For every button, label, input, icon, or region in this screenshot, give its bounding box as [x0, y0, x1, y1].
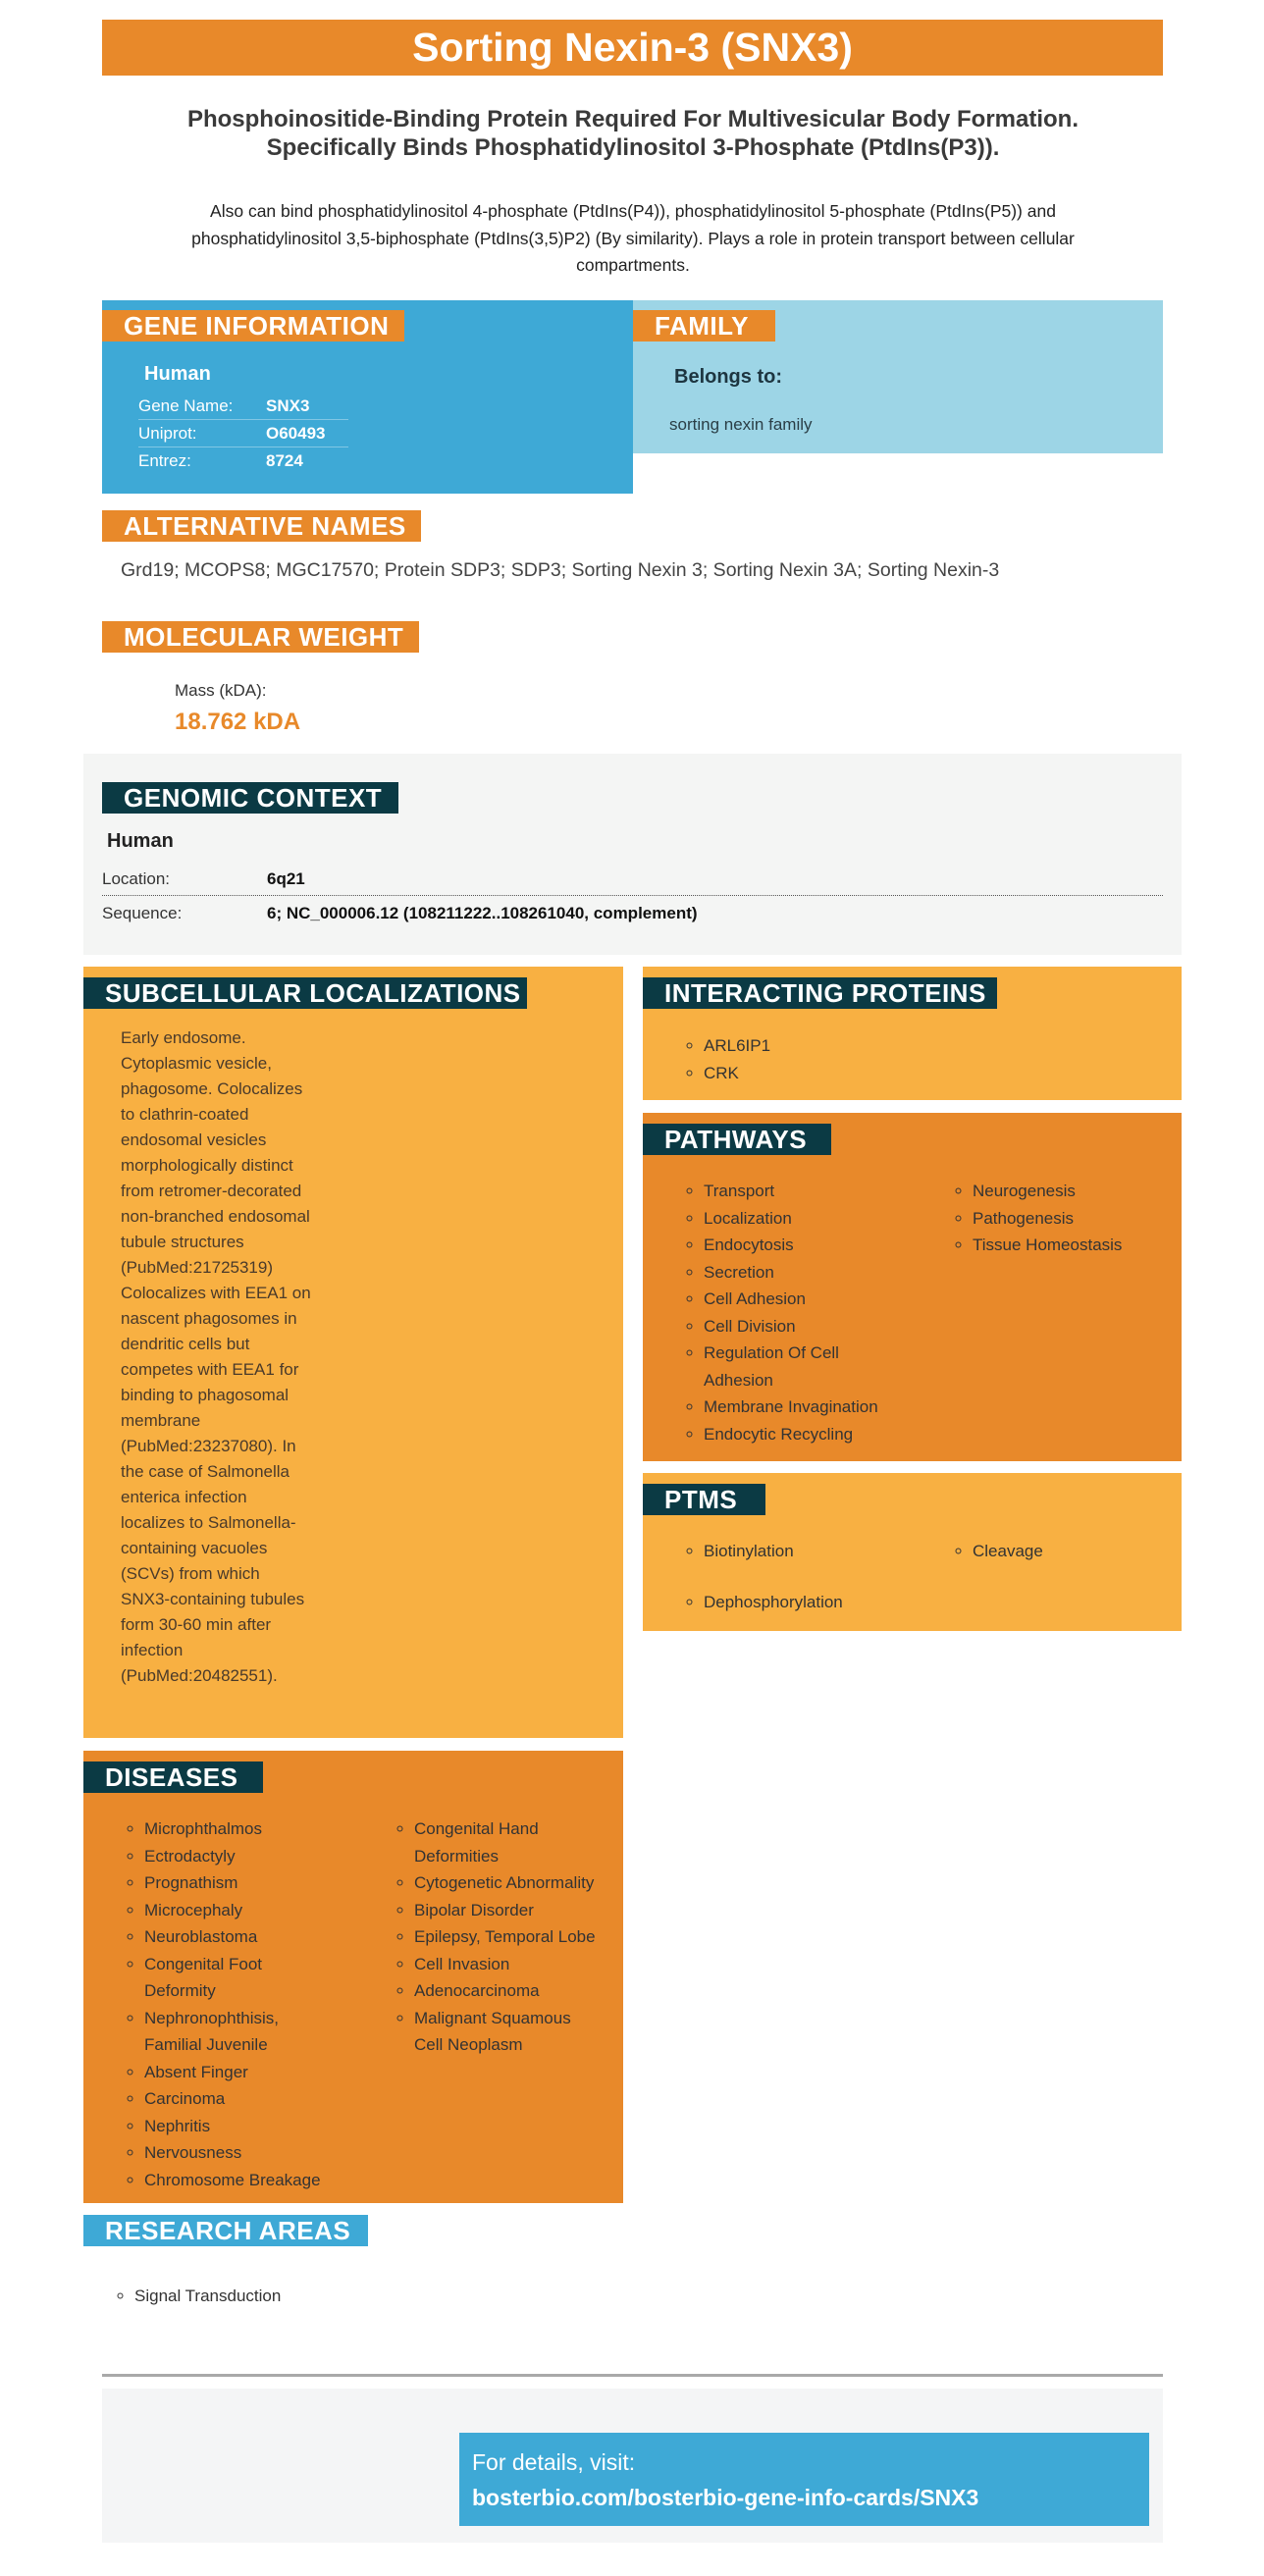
disease-item: ◦ Congenital Foot Deformity [144, 1951, 291, 2005]
pathways-list-2 [951, 1178, 1167, 1259]
pathway-item: ◦ Neurogenesis [973, 1178, 1167, 1205]
subcellular-line: from retromer-decorated [121, 1182, 302, 1200]
subcellular-line: (SCVs) from which [121, 1564, 260, 1583]
disease-item: ◦ Carcinoma [144, 2085, 358, 2113]
alt-names-text: Grd19; MCOPS8; MGC17570; Protein SDP3; SDP3; Sorting Nexin 3; Sorting Nexin 3A; Sorting Nexin-3 [121, 559, 1000, 581]
subcellular-header: SUBCELLULAR LOCALIZATIONS [83, 977, 527, 1009]
family-header: FAMILY [633, 310, 775, 342]
interacting-header: INTERACTING PROTEINS [643, 977, 997, 1009]
subcellular-line: binding to phagosomal [121, 1386, 290, 1404]
subcellular-line: to clathrin-coated [121, 1105, 249, 1124]
ptm-item-label: ◦ Biotinylation [704, 1538, 794, 1565]
subcellular-line: Early endosome. [121, 1028, 246, 1047]
disease-item: ◦ Nephronophthisis, Familial Juvenile [144, 2005, 341, 2059]
sequence-value: 6; NC_000006.12 (108211222..108261040, complement) [267, 904, 698, 922]
subcellular-line: nascent phagosomes in [121, 1309, 297, 1328]
interacting-item: ◦ CRK [704, 1060, 770, 1087]
subcellular-line: enterica infection [121, 1488, 247, 1506]
mass-label: Mass (kDA): [175, 681, 267, 700]
sequence-row [102, 901, 1163, 930]
disease-item: ◦ Microphthalmos [144, 1815, 358, 1843]
family-value: sorting nexin family [669, 415, 813, 434]
subcellular-line: Colocalizes with EEA1 on [121, 1284, 311, 1302]
subcellular-line: SNX3-containing tubules [121, 1590, 305, 1608]
disease-item: ◦ Absent Finger [144, 2059, 358, 2086]
disease-item: ◦ Neuroblastoma [144, 1923, 358, 1951]
interacting-item: ◦ ARL6IP1 [704, 1032, 770, 1060]
subcellular-line: containing vacuoles [121, 1539, 268, 1557]
disease-item: ◦ Chromosome Breakage [144, 2167, 358, 2194]
pathways-header: PATHWAYS [643, 1124, 831, 1155]
subcellular-line: (PubMed:21725319) [121, 1258, 274, 1277]
location-value: 6q21 [267, 869, 305, 888]
subcellular-line: dendritic cells but [121, 1335, 250, 1353]
diseases-list-2 [393, 1815, 613, 2059]
subcellular-line: endosomal vesicles [121, 1130, 267, 1149]
footer-link-box[interactable] [459, 2433, 1149, 2526]
subcellular-line: membrane [121, 1411, 201, 1430]
sequence-label: Sequence: [102, 904, 183, 922]
location-label: Location: [102, 869, 170, 888]
research-item: ◦ Signal Transduction [134, 2283, 281, 2310]
gene-info-table [138, 393, 348, 474]
footer-url[interactable]: bosterbio.com/bosterbio-gene-info-cards/SNX3 [472, 2485, 979, 2510]
pathway-item: ◦ Secretion [704, 1259, 918, 1287]
mass-value: 18.762 kDA [175, 709, 301, 735]
location-row [102, 867, 1163, 896]
subcellular-line: (PubMed:23237080). In [121, 1437, 296, 1455]
disease-item: ◦ Cell Invasion [414, 1951, 613, 1978]
uniprot-label: Uniprot: [138, 424, 197, 443]
alt-names-header: ALTERNATIVE NAMES [102, 510, 421, 542]
subcellular-line: phagosome. Colocalizes [121, 1079, 303, 1098]
diseases-header: DISEASES [83, 1761, 263, 1793]
pathway-item: ◦ Endocytic Recycling [704, 1421, 918, 1448]
gene-name-value: SNX3 [266, 396, 310, 415]
ptm-item [951, 1538, 1043, 1565]
uniprot-value: O60493 [266, 424, 326, 443]
subcellular-line: localizes to Salmonella- [121, 1513, 296, 1532]
pathways-list-1 [682, 1178, 918, 1447]
pathway-item: ◦ Cell Adhesion [704, 1286, 918, 1313]
disease-item: ◦ Epilepsy, Temporal Lobe [414, 1923, 613, 1951]
pathway-item: ◦ Regulation Of Cell Adhesion [704, 1340, 851, 1393]
subcellular-line: form 30-60 min after [121, 1615, 272, 1634]
family-belongs-label: Belongs to: [674, 366, 782, 388]
disease-item: ◦ Cytogenetic Abnormality [414, 1869, 613, 1897]
interacting-list [682, 1032, 770, 1086]
subcellular-line: the case of Salmonella [121, 1462, 290, 1481]
genomic-header: GENOMIC CONTEXT [102, 782, 398, 814]
pathway-item: ◦ Transport [704, 1178, 918, 1205]
genomic-species: Human [107, 830, 174, 852]
ptm-item [682, 1589, 843, 1616]
ptms-header: PTMS [643, 1484, 765, 1515]
disease-item: ◦ Nephritis [144, 2113, 358, 2140]
page-subtitle: Phosphoinositide-Binding Protein Required For Multivesicular Body Formation. Specifically Binds Phosphatidylinositol 3-Phosphate (PtdIns(P3)). [186, 106, 1080, 161]
disease-item: ◦ Malignant Squamous Cell Neoplasm [414, 2005, 591, 2059]
disease-item: ◦ Microcephaly [144, 1897, 358, 1924]
subcellular-line: morphologically distinct [121, 1156, 293, 1175]
disease-item: ◦ Prognathism [144, 1869, 358, 1897]
uniprot-row [138, 420, 348, 447]
pathway-item: ◦ Cell Division [704, 1313, 918, 1341]
entrez-row [138, 447, 348, 474]
ptm-item [682, 1538, 794, 1565]
description-text: Also can bind phosphatidylinositol 4-phosphate (PtdIns(P4)), phosphatidylinositol 5-phosphate (PtdIns(P5)) and phosphatidylinositol 3,5-biphosphate (PtdIns(3,5)P2) (By similarity). Plays a role in protein transport between cellular compartments. [191, 201, 1075, 275]
gene-name-row [138, 393, 348, 420]
ptm-item-label: ◦ Cleavage [973, 1538, 1043, 1565]
disease-item: ◦ Congenital Hand Deformities [414, 1815, 571, 1869]
subcellular-line: non-branched endosomal [121, 1207, 310, 1226]
disease-item: ◦ Ectrodactyly [144, 1843, 358, 1870]
subcellular-line: competes with EEA1 for [121, 1360, 299, 1379]
diseases-list-1 [123, 1815, 358, 2193]
gene-info-header: GENE INFORMATION [102, 310, 404, 342]
disease-item: ◦ Adenocarcinoma [414, 1977, 613, 2005]
page-title: Sorting Nexin-3 (SNX3) [412, 25, 853, 70]
ptm-item-label: ◦ Dephosphorylation [704, 1589, 843, 1616]
pathway-item: ◦ Tissue Homeostasis [973, 1232, 1167, 1259]
entrez-value: 8724 [266, 451, 303, 470]
gene-name-label: Gene Name: [138, 396, 234, 415]
subcellular-line: (PubMed:20482551). [121, 1666, 278, 1685]
pathway-item: ◦ Membrane Invagination [704, 1393, 918, 1421]
mol-weight-header: MOLECULAR WEIGHT [102, 621, 419, 653]
subcellular-line: infection [121, 1641, 184, 1659]
pathway-item: ◦ Endocytosis [704, 1232, 918, 1259]
entrez-label: Entrez: [138, 451, 191, 470]
subcellular-line: tubule structures [121, 1233, 244, 1251]
pathway-item: ◦ Pathogenesis [973, 1205, 1167, 1233]
research-header: RESEARCH AREAS [83, 2215, 368, 2246]
pathway-item: ◦ Localization [704, 1205, 918, 1233]
subcellular-line: Cytoplasmic vesicle, [121, 1054, 272, 1073]
footer-divider [102, 2374, 1163, 2377]
research-list [113, 2283, 281, 2310]
subcellular-text [121, 1025, 346, 1689]
gene-species: Human [144, 363, 211, 385]
disease-item: ◦ Bipolar Disorder [414, 1897, 613, 1924]
disease-item: ◦ Nervousness [144, 2139, 358, 2167]
footer-line-1: For details, visit: [472, 2449, 636, 2475]
